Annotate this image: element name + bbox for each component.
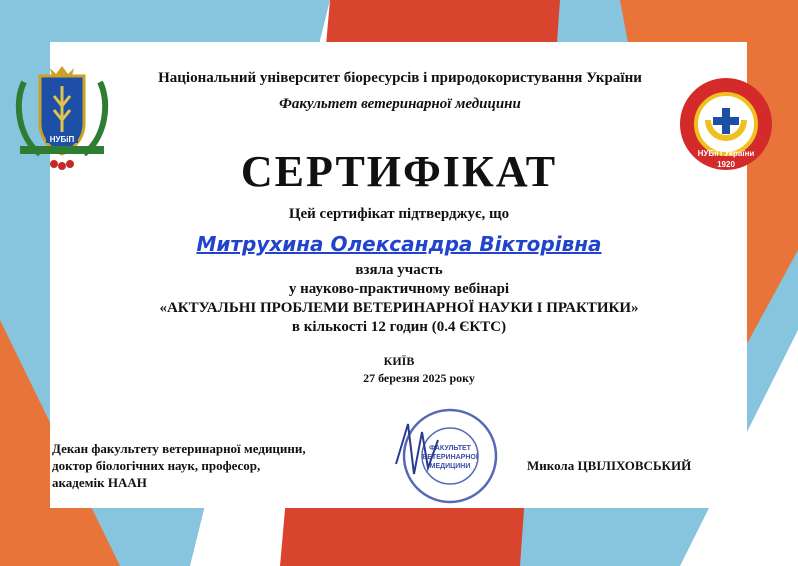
left-logo-text: НУБіП [49, 135, 75, 144]
faculty-emblem-bottom-text: НУБіП України [697, 149, 755, 158]
certificate-title: СЕРТИФІКАТ [240, 147, 558, 196]
city: КИЇВ [383, 354, 415, 368]
faculty-emblem-year: 1920 [717, 160, 735, 169]
stamp-line-1: ФАКУЛЬТЕТ [429, 445, 471, 452]
participation-text: взяла участь [355, 262, 443, 278]
event-name: «АКТУАЛЬНІ ПРОБЛЕМИ ВЕТЕРИНАРНОЇ НАУКИ І ПРАКТИКИ» [159, 300, 639, 316]
stamp-line-3: МЕДИЦИНИ [429, 463, 471, 470]
event-type: у науково-практичному вебінарі [288, 281, 510, 297]
dean-name: Микола ЦВІЛІХОВСЬКИЙ [527, 458, 692, 473]
faculty-name: Факультет ветеринарної медицини [279, 96, 521, 112]
issue-date: 27 березня 2025 року [363, 371, 475, 385]
dean-degree: доктор біологічних наук, професор, [52, 458, 261, 473]
university-name: Національний університет біоресурсів і природокористування України [158, 70, 642, 86]
event-hours: в кількості 12 годин (0.4 ЄКТС) [291, 319, 507, 335]
confirm-text: Цей сертифікат підтверджує, що [288, 206, 510, 222]
dean-position: Декан факультету ветеринарної медицини, [52, 441, 306, 456]
faculty-stamp-icon [388, 404, 518, 504]
stamp-line-2: ВЕТЕРИНАРНОЇ [422, 454, 478, 461]
dean-title: академік НААН [52, 475, 147, 490]
recipient-name: Митрухина Олександра Вікторівна [196, 232, 602, 256]
